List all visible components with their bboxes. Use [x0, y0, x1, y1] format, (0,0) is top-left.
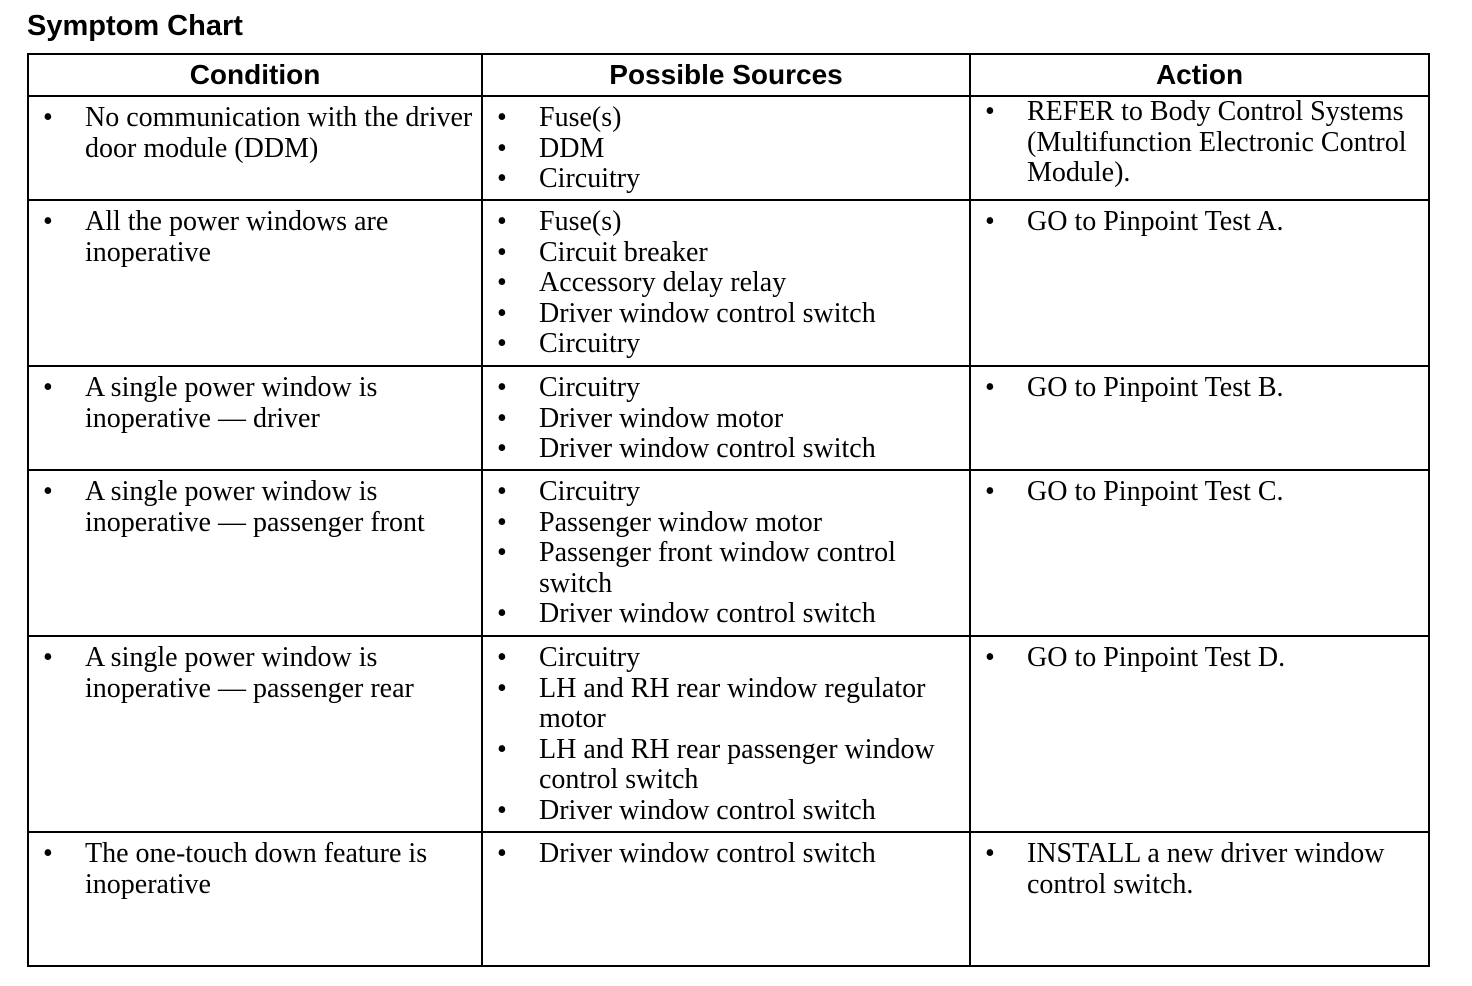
condition-cell	[28, 366, 482, 470]
possible-sources-cell	[482, 832, 970, 966]
bullet-icon: •	[43, 838, 53, 869]
list-item	[39, 839, 473, 900]
bullet-icon: •	[43, 642, 53, 673]
list-item	[39, 207, 473, 268]
bullet-icon: •	[497, 733, 507, 765]
list-item-text: No communication with the driver door module (DDM)	[85, 102, 473, 164]
bullet-list	[981, 477, 1420, 508]
bullet-icon: •	[497, 297, 507, 329]
bullet-icon: •	[497, 236, 507, 268]
list-item-text: The one-touch down feature is inoperative	[85, 838, 428, 900]
list-item-text: GO to Pinpoint Test B.	[1027, 372, 1284, 403]
list-item-text: All the power windows are inoperative	[85, 206, 389, 268]
list-item	[39, 103, 473, 164]
list-item-text: Circuit breaker	[539, 236, 708, 268]
possible-sources-cell	[482, 96, 970, 200]
bullet-list	[981, 97, 1420, 189]
bullet-icon: •	[985, 838, 995, 869]
table-row	[28, 366, 1429, 470]
bullet-icon: •	[497, 102, 507, 133]
list-item	[981, 477, 1420, 508]
bullet-icon: •	[43, 476, 53, 507]
bullet-icon: •	[497, 372, 507, 403]
list-item-text: Driver window control switch	[539, 433, 876, 464]
list-item	[493, 373, 961, 404]
action-cell	[970, 832, 1429, 966]
bullet-list	[981, 207, 1420, 238]
bullet-icon: •	[497, 267, 507, 298]
list-item-text: Fuse(s)	[539, 206, 622, 237]
page-title: Symptom Chart	[27, 10, 243, 42]
bullet-icon: •	[497, 402, 507, 434]
bullet-icon: •	[497, 672, 507, 704]
list-item	[493, 735, 961, 796]
header-condition: Condition	[28, 54, 482, 96]
bullet-icon: •	[497, 132, 507, 164]
condition-cell	[28, 636, 482, 832]
list-item-text: Driver window control switch	[539, 598, 876, 629]
list-item	[981, 373, 1420, 404]
action-cell	[970, 200, 1429, 366]
bullet-list	[39, 373, 473, 434]
table-row	[28, 96, 1429, 200]
symptom-chart-table	[27, 53, 1430, 967]
bullet-list	[39, 477, 473, 538]
possible-sources-cell	[482, 200, 970, 366]
bullet-icon: •	[497, 838, 507, 869]
bullet-list	[493, 643, 961, 826]
bullet-icon: •	[497, 537, 507, 568]
list-item-text: Fuse(s)	[539, 102, 622, 133]
list-item	[981, 643, 1420, 674]
condition-cell	[28, 832, 482, 966]
bullet-icon: •	[497, 598, 507, 629]
list-item-text: Driver window control switch	[539, 838, 876, 869]
list-item-text: A single power window is inoperative — driver	[85, 372, 378, 434]
bullet-list	[981, 643, 1420, 674]
bullet-icon: •	[43, 372, 53, 403]
list-item-text: Circuitry	[539, 642, 641, 673]
bullet-icon: •	[43, 206, 53, 237]
possible-sources-cell	[482, 470, 970, 636]
action-cell	[970, 636, 1429, 832]
possible-sources-cell	[482, 366, 970, 470]
bullet-icon: •	[985, 642, 995, 673]
list-item	[493, 207, 961, 238]
list-item-text: Passenger front window control switch	[539, 537, 896, 599]
bullet-icon: •	[497, 506, 507, 538]
list-item	[493, 404, 961, 435]
header-possible-sources: Possible Sources	[482, 54, 970, 96]
bullet-list	[39, 643, 473, 704]
list-item-text: Circuitry	[539, 328, 641, 359]
list-item	[493, 674, 961, 735]
list-item-text: Circuitry	[539, 163, 641, 194]
list-item	[493, 508, 961, 539]
list-item	[493, 329, 961, 360]
bullet-icon: •	[985, 96, 995, 127]
list-item	[39, 477, 473, 538]
list-item	[981, 97, 1420, 189]
bullet-icon: •	[43, 102, 53, 133]
table-header-row	[28, 54, 1429, 96]
list-item	[493, 643, 961, 674]
action-cell	[970, 470, 1429, 636]
list-item	[493, 299, 961, 330]
bullet-list	[493, 207, 961, 360]
list-item-text: Circuitry	[539, 372, 641, 403]
bullet-list	[493, 477, 961, 630]
bullet-icon: •	[985, 372, 995, 403]
table-row	[28, 636, 1429, 832]
list-item-text: GO to Pinpoint Test A.	[1027, 206, 1284, 237]
bullet-list	[493, 839, 961, 870]
list-item-text: INSTALL a new driver window control switch.	[1027, 838, 1385, 900]
list-item-text: Accessory delay relay	[539, 267, 787, 298]
bullet-icon: •	[497, 642, 507, 673]
bullet-icon: •	[497, 794, 507, 826]
list-item	[493, 477, 961, 508]
list-item-text: Driver window control switch	[539, 794, 876, 826]
bullet-icon: •	[497, 433, 507, 464]
bullet-list	[981, 373, 1420, 404]
list-item-text: Driver window control switch	[539, 297, 876, 329]
action-cell	[970, 366, 1429, 470]
bullet-list	[981, 839, 1420, 900]
action-cell	[970, 96, 1429, 200]
bullet-list	[39, 839, 473, 900]
list-item-text: GO to Pinpoint Test D.	[1027, 642, 1286, 673]
list-item-text: LH and RH rear window regulator motor	[539, 672, 926, 734]
list-item	[493, 839, 961, 870]
bullet-icon: •	[497, 163, 507, 194]
bullet-list	[39, 207, 473, 268]
list-item-text: Driver window motor	[539, 402, 784, 434]
list-item	[493, 103, 961, 134]
list-item	[493, 538, 961, 599]
list-item-text: DDM	[539, 132, 605, 164]
bullet-icon: •	[985, 206, 995, 237]
list-item-text: GO to Pinpoint Test C.	[1027, 476, 1284, 507]
list-item-text: A single power window is inoperative — passenger front	[85, 476, 425, 538]
condition-cell	[28, 200, 482, 366]
table-row	[28, 470, 1429, 636]
condition-cell	[28, 96, 482, 200]
list-item	[493, 164, 961, 195]
table-row	[28, 200, 1429, 366]
list-item	[493, 238, 961, 269]
bullet-list	[493, 373, 961, 465]
possible-sources-cell	[482, 636, 970, 832]
list-item-text: A single power window is inoperative — passenger rear	[85, 642, 414, 704]
list-item	[493, 599, 961, 630]
bullet-list	[493, 103, 961, 195]
list-item	[39, 643, 473, 704]
bullet-icon: •	[497, 476, 507, 507]
table-row	[28, 832, 1429, 966]
list-item	[493, 268, 961, 299]
list-item	[981, 839, 1420, 900]
table-body	[28, 96, 1429, 966]
list-item	[39, 373, 473, 434]
list-item	[493, 796, 961, 827]
list-item	[493, 434, 961, 465]
bullet-icon: •	[497, 206, 507, 237]
list-item-text: REFER to Body Control Systems (Multifunction Electronic Control Module).	[1027, 96, 1407, 188]
list-item-text: Circuitry	[539, 476, 641, 507]
list-item-text: LH and RH rear passenger window control switch	[539, 733, 935, 795]
list-item	[981, 207, 1420, 238]
list-item-text: Passenger window motor	[539, 506, 823, 538]
header-action: Action	[970, 54, 1429, 96]
list-item	[493, 134, 961, 165]
bullet-icon: •	[497, 328, 507, 359]
bullet-icon: •	[985, 476, 995, 507]
condition-cell	[28, 470, 482, 636]
bullet-list	[39, 103, 473, 164]
